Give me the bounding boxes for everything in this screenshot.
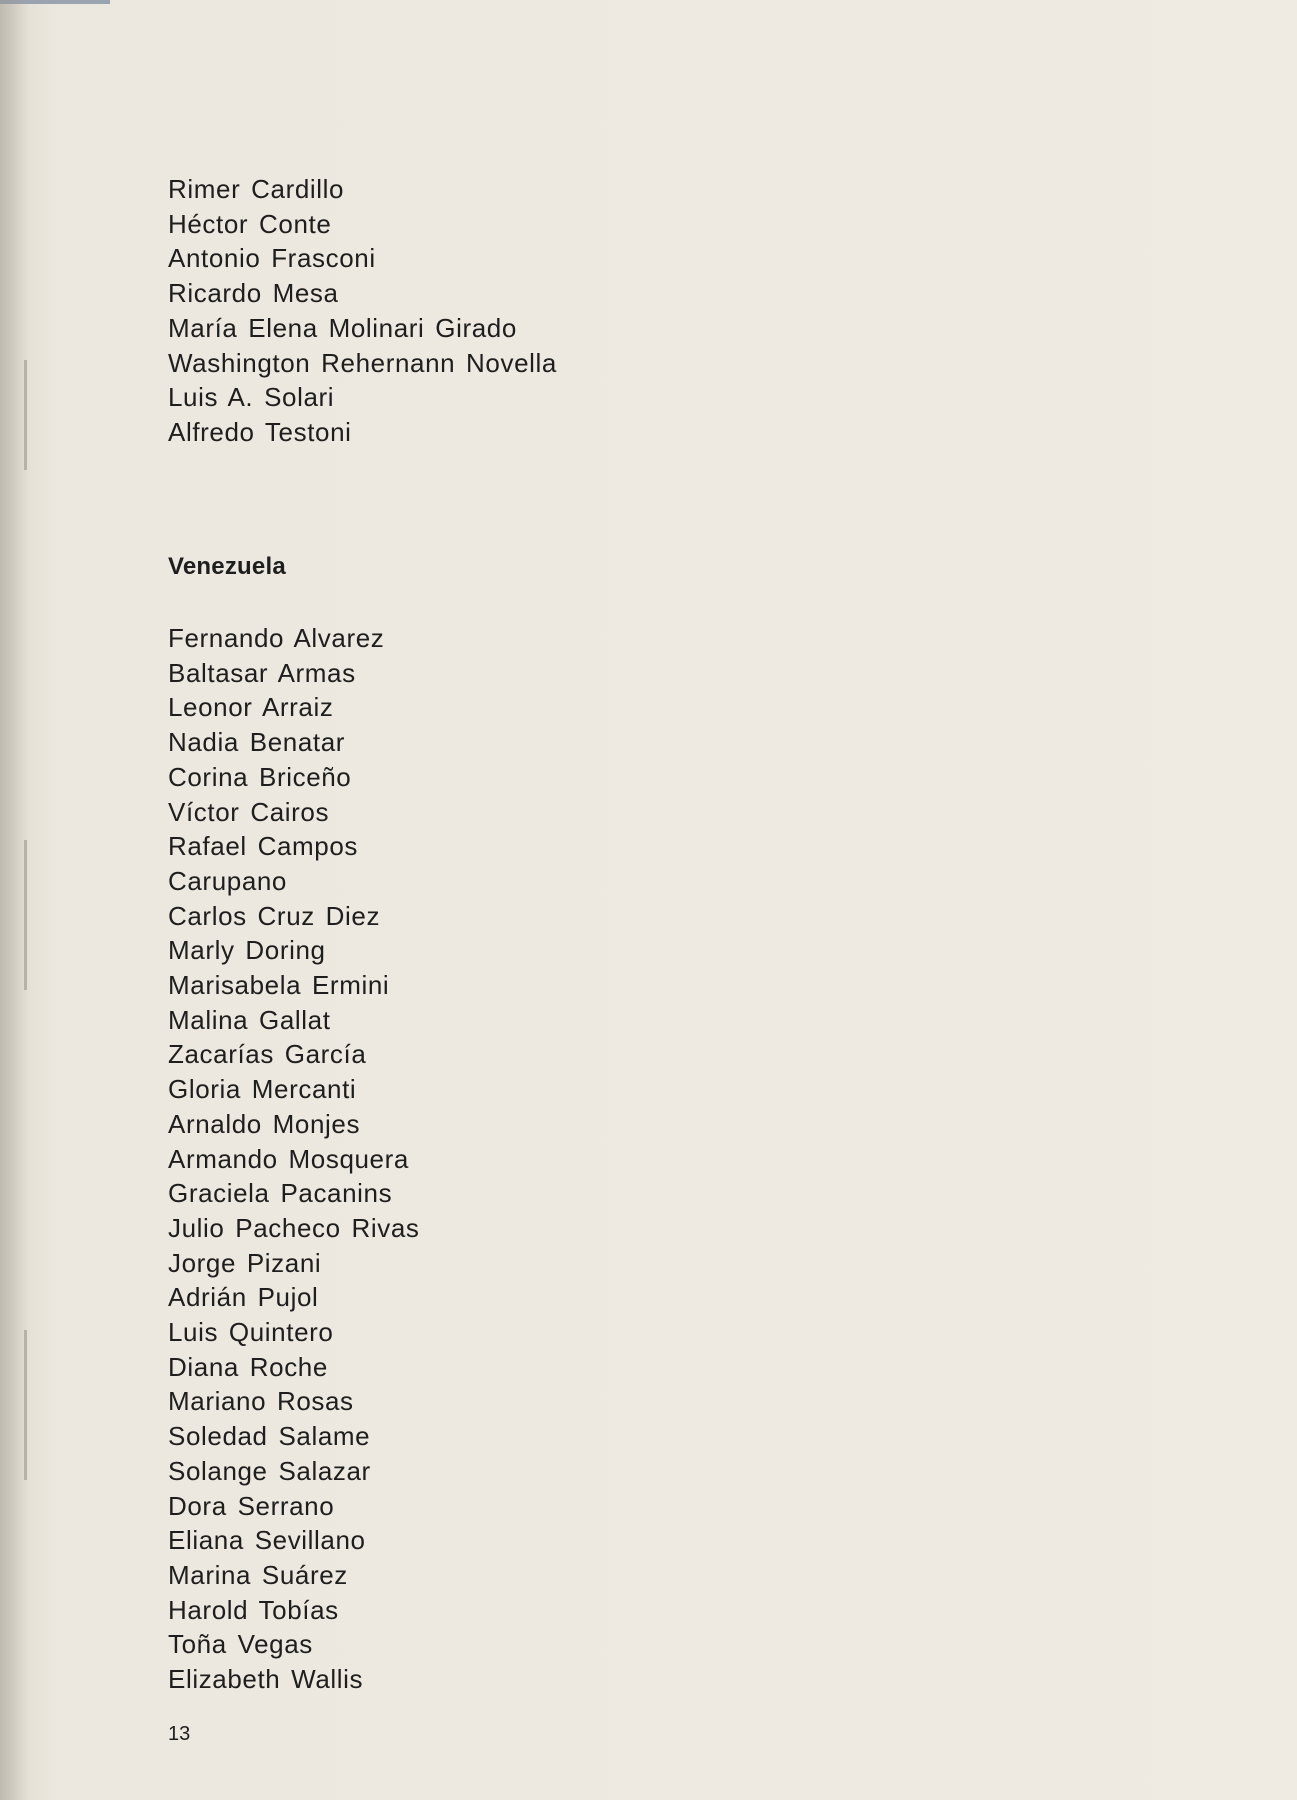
artist-name: Marina Suárez [168, 1559, 348, 1590]
artist-name: Toña Vegas [168, 1629, 313, 1660]
artist-name: Marly Doring [168, 935, 326, 966]
artist-name: Luis A. Solari [168, 382, 335, 413]
artist-name: Víctor Cairos [168, 796, 330, 827]
venezuela-artist-list [168, 621, 420, 1697]
artist-name: Diana Roche [168, 1351, 328, 1382]
artist-name: Harold Tobías [168, 1594, 339, 1625]
artist-name: Elizabeth Wallis [168, 1664, 364, 1695]
artist-name: Rafael Campos [168, 831, 358, 862]
artist-name: Luis Quintero [168, 1317, 334, 1348]
artist-name: Ricardo Mesa [168, 278, 339, 309]
artist-name: Graciela Pacanins [168, 1178, 393, 1209]
artist-name: Gloria Mercanti [168, 1074, 357, 1105]
artist-name: Corina Briceño [168, 761, 352, 792]
artist-name: Adrián Pujol [168, 1282, 319, 1313]
artist-name: Rimer Cardillo [168, 174, 345, 204]
binding-stitch [24, 1330, 27, 1480]
artist-name: Malina Gallat [168, 1004, 331, 1035]
binding-stitch [24, 360, 27, 470]
artist-name: Jorge Pizani [168, 1247, 322, 1278]
uruguay-artist-list [168, 172, 557, 450]
artist-name: Washington Rehernann Novella [168, 347, 557, 378]
artist-name: Solange Salazar [168, 1455, 371, 1486]
artist-name: María Elena Molinari Girado [168, 312, 517, 343]
artist-name: Leonor Arraiz [168, 692, 334, 723]
artist-name: Héctor Conte [168, 208, 332, 239]
section-heading-venezuela: Venezuela [168, 553, 286, 580]
page-number: 13 [168, 1723, 191, 1745]
binding-stitch [24, 840, 27, 990]
artist-name: Baltasar Armas [168, 657, 356, 688]
artist-name: Alfredo Testoni [168, 416, 352, 447]
artist-name: Armando Mosquera [168, 1143, 409, 1174]
artist-name: Carupano [168, 865, 287, 896]
artist-name: Julio Pacheco Rivas [168, 1212, 420, 1243]
artist-name: Nadia Benatar [168, 727, 346, 758]
artist-name: Mariano Rosas [168, 1386, 354, 1417]
artist-name: Antonio Frasconi [168, 243, 376, 274]
artist-name: Eliana Sevillano [168, 1525, 366, 1556]
artist-name: Carlos Cruz Diez [168, 900, 381, 931]
artist-name: Zacarías García [168, 1039, 367, 1070]
artist-name: Soledad Salame [168, 1421, 371, 1452]
artist-name: Dora Serrano [168, 1490, 335, 1521]
artist-name: Arnaldo Monjes [168, 1108, 361, 1139]
artist-name: Marisabela Ermini [168, 970, 390, 1001]
artist-name: Fernando Alvarez [168, 623, 385, 653]
